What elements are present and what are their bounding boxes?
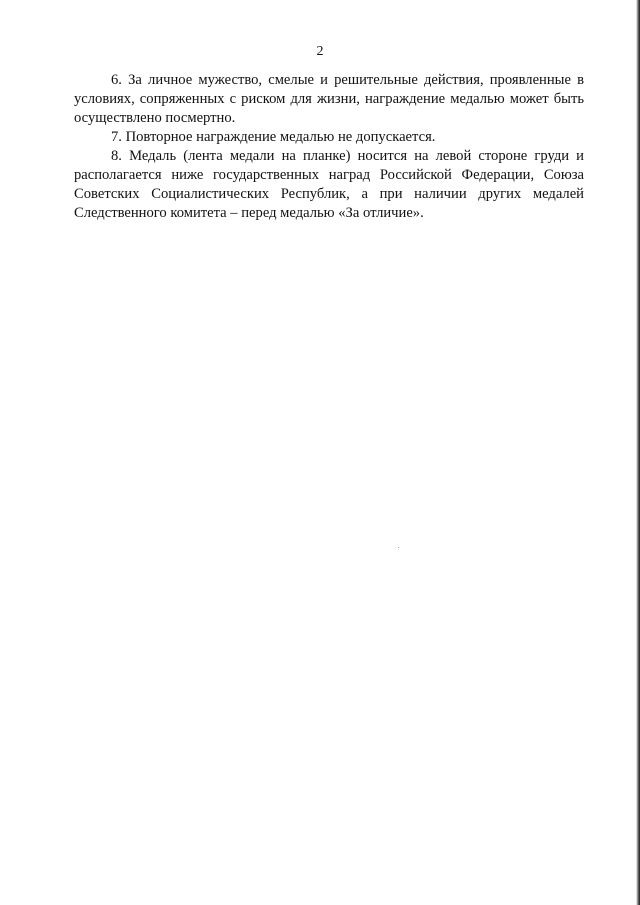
scan-edge-shadow: [636, 0, 640, 905]
document-body: [74, 71, 584, 223]
paragraph-7: 7. Повторное награждение медалью не допускается.: [111, 129, 436, 145]
page-number: 2: [316, 44, 324, 59]
paragraph-8: 8. Медаль (лента медали на планке) носится на левой стороне груди и располагается ниже государственных наград Российской Федерации, Союза Советских Социалистических Республик, а при наличии других медалей Следственного комитета – перед медалью «За отличие».: [74, 148, 584, 221]
paragraph-6: 6. За личное мужество, смелые и решительные действия, проявленные в условиях, сопряженных с риском для жизни, награждение медалью может быть осуществлено посмертно.: [74, 72, 584, 126]
scan-speck: [398, 547, 399, 548]
